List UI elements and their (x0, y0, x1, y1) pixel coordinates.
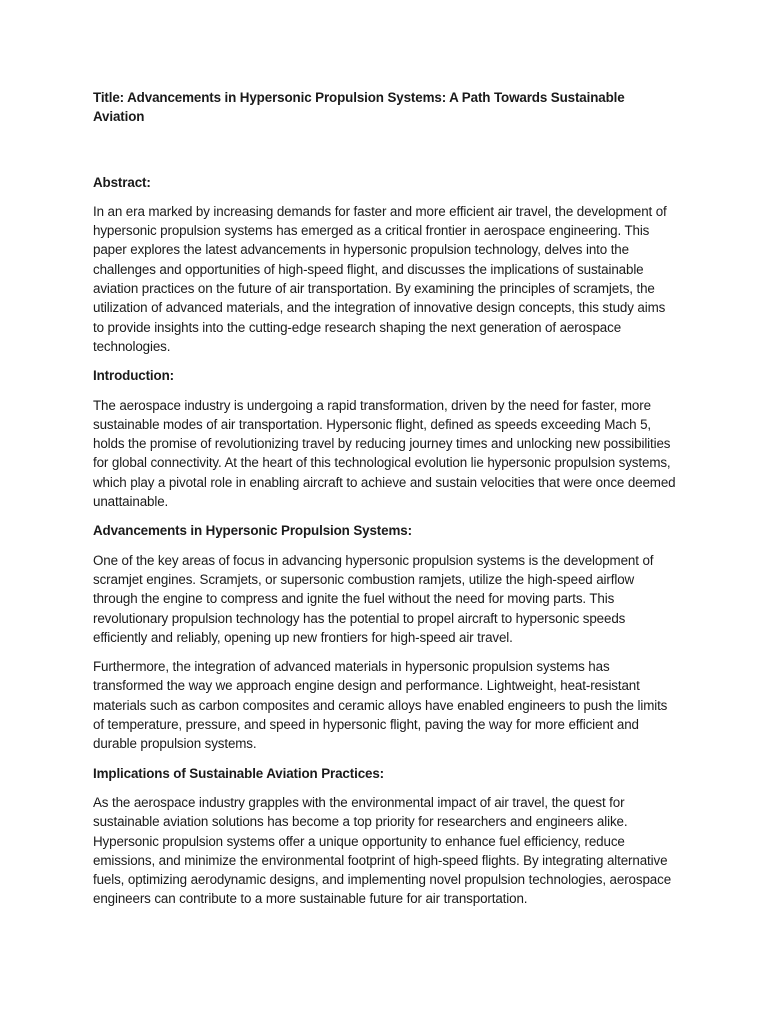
advancements-section (93, 521, 678, 753)
title-spacer (93, 127, 678, 173)
document-body (93, 88, 678, 919)
implications-paragraph: As the aerospace industry grapples with the environmental impact of air travel, the quest for sustainable aviation solutions has become a top priority for researchers and engineers alike. Hypersonic propulsion systems offer a unique opportunity to enhance fuel efficiency, reduce emissions, and minimize the environmental footprint of high-speed flights. By integrating alternative fuels, optimizing aerodynamic designs, and implementing novel propulsion technologies, aerospace engineers can contribute to a more sustainable future for air transportation. (93, 794, 672, 907)
introduction-heading: Introduction: (93, 368, 174, 384)
introduction-section (93, 366, 678, 511)
implications-heading: Implications of Sustainable Aviation Practices: (93, 765, 385, 781)
advancements-heading: Advancements in Hypersonic Propulsion Systems: (93, 523, 412, 539)
document-title: Title: Advancements in Hypersonic Propulsion Systems: A Path Towards Sustainable Aviation (93, 90, 625, 125)
implications-section (93, 764, 678, 909)
abstract-section (93, 173, 678, 357)
abstract-heading: Abstract: (93, 174, 151, 190)
abstract-paragraph: In an era marked by increasing demands for faster and more efficient air travel, the development of hypersonic propulsion systems has emerged as a critical frontier in aerospace engineering. This paper explores the latest advancements in hypersonic propulsion technology, delves into the challenges and opportunities of high-speed flight, and discusses the implications of sustainable aviation practices on the future of air transportation. By examining the principles of scramjets, the utilization of advanced materials, and the integration of innovative design concepts, this study aims to provide insights into the cutting-edge research shaping the next generation of aerospace technologies. (93, 203, 667, 354)
advancements-paragraph-materials: Furthermore, the integration of advanced materials in hypersonic propulsion systems has transformed the way we approach engine design and performance. Lightweight, heat-resistant materials such as carbon composites and ceramic alloys have enabled engineers to push the limits of temperature, pressure, and speed in hypersonic flight, paving the way for more efficient and durable propulsion systems. (93, 659, 668, 752)
advancements-paragraph-scramjets: One of the key areas of focus in advancing hypersonic propulsion systems is the development of scramjet engines. Scramjets, or supersonic combustion ramjets, utilize the high-speed airflow through the engine to compress and ignite the fuel without the need for moving parts. This revolutionary propulsion technology has the potential to propel aircraft to hypersonic speeds efficiently and reliably, opening up new frontiers for high-speed air travel. (93, 552, 654, 645)
introduction-paragraph: The aerospace industry is undergoing a rapid transformation, driven by the need for faster, more sustainable modes of air transportation. Hypersonic flight, defined as speeds exceeding Mach 5, holds the promise of revolutionizing travel by reducing journey times and unlocking new possibilities for global connectivity. At the heart of this technological evolution lie hypersonic propulsion systems, which play a pivotal role in enabling aircraft to achieve and sustain velocities that were once deemed unattainable. (93, 397, 676, 510)
